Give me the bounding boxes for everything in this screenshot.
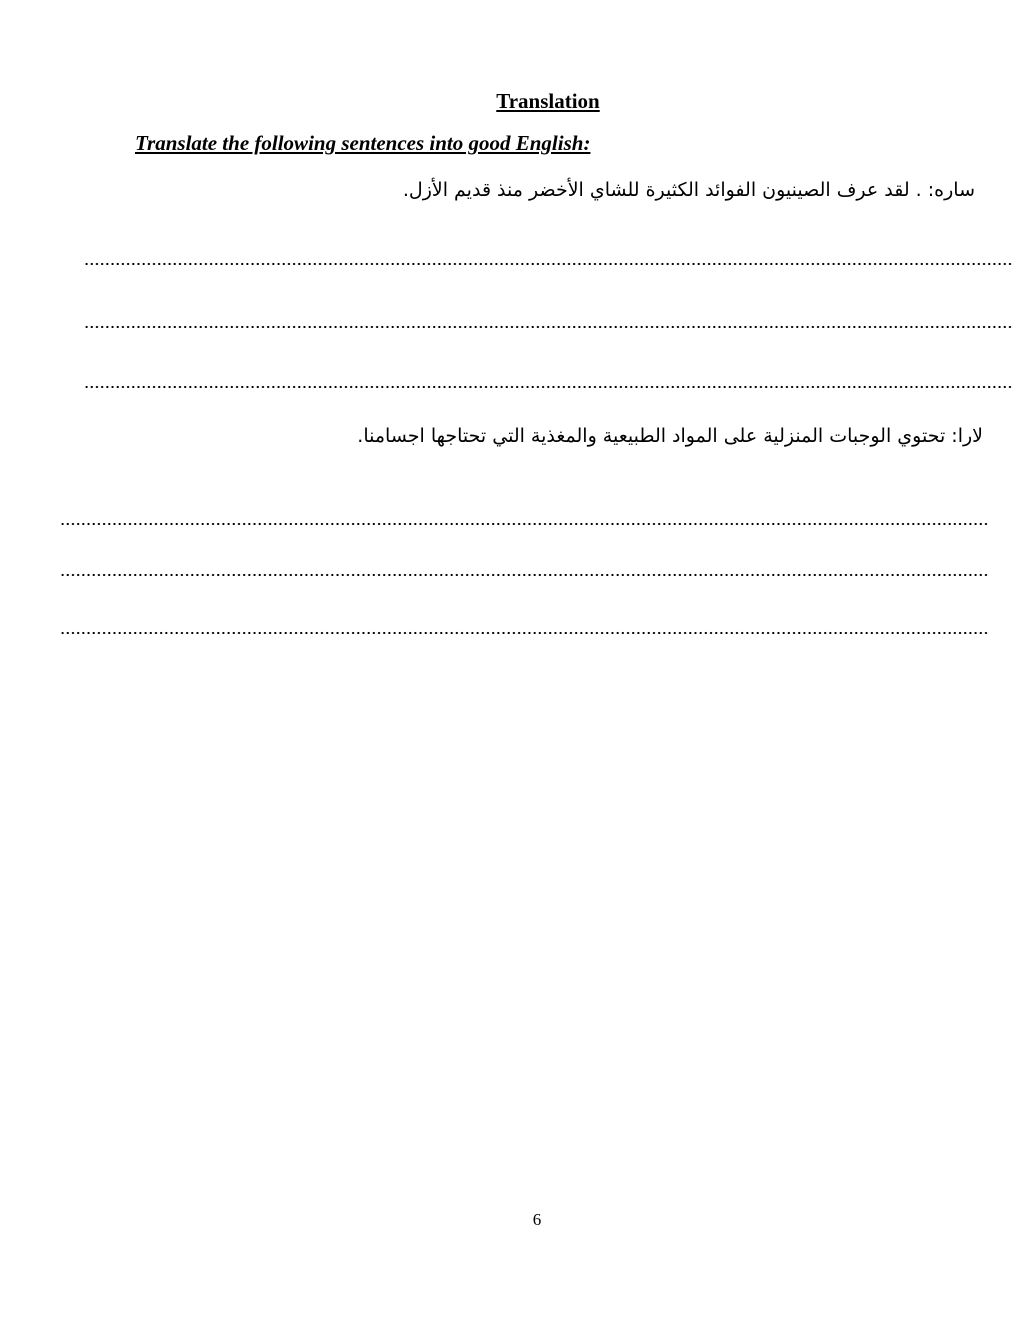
answer-line-1-2 <box>84 314 1012 328</box>
instruction: Translate the following sentences into good English: <box>135 131 591 155</box>
answer-line-1-1 <box>84 251 1012 265</box>
answer-line-1-3 <box>84 374 1012 388</box>
arabic-sentence-1: ساره: . لقد عرف الصينيون الفوائد الكثيرة للشاي الأخضر منذ قديم الأزل. <box>402 179 975 201</box>
answer-line-2-2 <box>60 562 988 576</box>
page-number: 6 <box>532 1210 542 1229</box>
answer-line-2-1 <box>60 511 988 525</box>
arabic-sentence-2: لارا: تحتوي الوجبات المنزلية على المواد الطبيعية والمغذية التي تحتاجها اجسامنا. <box>357 425 983 447</box>
answer-line-2-3 <box>60 620 988 634</box>
page-title: Translation <box>496 89 600 113</box>
